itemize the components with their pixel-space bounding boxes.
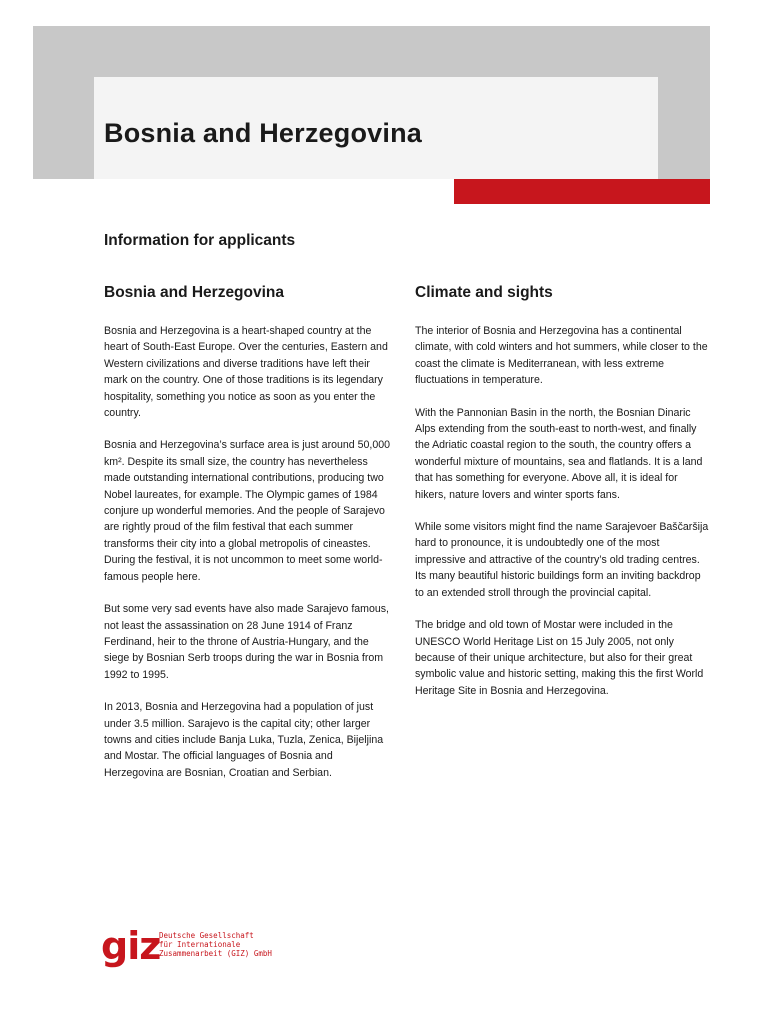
giz-logo-mark: giz (101, 924, 161, 968)
right-paragraph-3: While some visitors might find the name Sarajevoer Baščaršija hard to pronounce, it is undoubtedly one of the most impressive and attractive of the country’s old trading centres. Its many beautiful historic buildings form an inviting backdrop to an extended stroll through the provincial capital. (415, 521, 709, 599)
left-column (104, 284, 394, 797)
right-column-heading: Climate and sights (415, 284, 553, 301)
left-column-heading: Bosnia and Herzegovina (104, 284, 285, 301)
header-accent-bar (454, 179, 710, 204)
left-paragraph-1: Bosnia and Herzegovina is a heart-shaped country at the heart of South-East Europe. Over the centuries, Eastern and Western civilizations and diverse traditions have left their mark on the country. One of those traditions is its legendary hospitality, something you notice as soon as you enter the country. (104, 325, 388, 420)
left-paragraph-4: In 2013, Bosnia and Herzegovina had a population of just under 3.5 million. Sarajevo is the capital city; other larger towns and cities include Banja Luka, Tuzla, Zenica, Bijeljina and Mostar. The official languages of Bosnia and Herzegovina are Bosnian, Croatian and Serbian. (104, 701, 384, 779)
logo-line-2: für Internationale (159, 940, 241, 949)
page-title: Bosnia and Herzegovina (104, 118, 422, 148)
right-column (415, 284, 711, 715)
page-subtitle: Information for applicants (104, 232, 296, 249)
giz-logo (101, 926, 281, 970)
right-paragraph-4: The bridge and old town of Mostar were included in the UNESCO World Heritage List on 15 July 2005, not only because of their unique architecture, but also for their great symbolic value and historic setting, making this the first World Heritage Site in Bosnia and Herzegovina. (415, 619, 704, 697)
logo-line-1: Deutsche Gesellschaft (159, 931, 254, 940)
left-paragraph-3: But some very sad events have also made Sarajevo famous, not least the assassination on 28 June 1914 of Franz Ferdinand, heir to the throne of Austria-Hungary, and the siege by Bosnian Serb troops during the war in Bosnia from 1992 to 1995. (104, 603, 390, 681)
giz-logo-text (159, 931, 272, 958)
logo-line-3: Zusammenarbeit (GIZ) GmbH (159, 949, 272, 958)
right-paragraph-1: The interior of Bosnia and Herzegovina has a continental climate, with cold winters and hot summers, while closer to the coast the climate is Mediterranean, with less extreme fluctuations in temperature. (415, 325, 708, 387)
left-paragraph-2: Bosnia and Herzegovina’s surface area is just around 50,000 km². Despite its small size, the country has nevertheless made outstanding international contributions, producing two Nobel laureates, for example. The Olympic games of 1984 conjure up wonderful memories. And the people of Sarajevo are rightly proud of the film festival that each summer transforms their city into a global metropolis of cineastes. During the festival, it is not uncommon to meet some world-famous people here. (104, 439, 391, 583)
right-paragraph-2: With the Pannonian Basin in the north, the Bosnian Dinaric Alps extending from the south-east to north-west, and finally the Adriatic coastal region to the south, the country offers a wonderful mixture of mountains, sea and flatlands. It is a land that has something for everyone. Above all, it is ideal for hikers, nature lovers and winter sports fans. (415, 406, 703, 501)
